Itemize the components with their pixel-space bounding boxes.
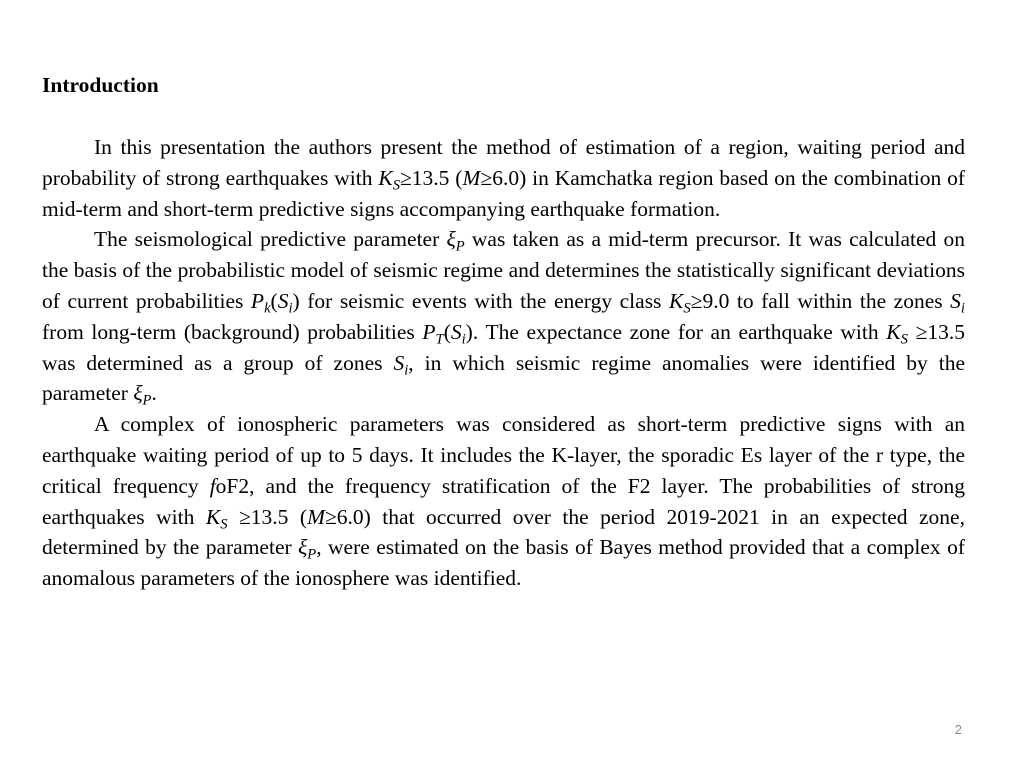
paragraph-introduction	[42, 132, 965, 224]
subscript-p: P	[142, 392, 152, 409]
text-run: ≥13.5 was determined as a group of zones	[42, 319, 965, 375]
text-run: (	[270, 288, 278, 313]
symbol-xi: ξ	[133, 381, 143, 406]
text-run: from long-term (background) probabilities	[42, 319, 423, 344]
text-run: A complex of ionospheric parameters was considered as short-term predictive signs with an earthquake waiting period of up to 5 days. It includes the K-layer, the sporadic Es layer of the r type, the critical frequency	[42, 412, 965, 498]
symbol-xi: ξ	[446, 227, 456, 252]
text-run: ≥13.5 (	[400, 165, 463, 190]
text-run: ≥9.0 to fall within the zones	[690, 288, 951, 313]
symbol-s: S	[277, 288, 289, 313]
text-run: ) for seismic events with the energy class	[292, 288, 669, 313]
subscript-s: S	[220, 515, 228, 532]
text-run: In this presentation the authors present the method of estimation of a region, waiting period and probability of strong earthquakes with	[42, 135, 965, 190]
symbol-f: f	[209, 473, 216, 498]
subscript-s: S	[900, 331, 908, 348]
slide-body-text	[42, 132, 965, 594]
text-run: ). The expectance zone for an earthquake with	[465, 319, 887, 344]
symbol-s: S	[950, 288, 961, 313]
subscript-i: i	[288, 300, 293, 317]
subscript-i: i	[404, 361, 409, 378]
symbol-p: P	[250, 288, 265, 313]
subscript-p: P	[307, 546, 317, 563]
text-run: , were estimated on the basis of Bayes method provided that a complex of anomalous parameters of the ionosphere was identified.	[42, 535, 965, 591]
text-run: .	[151, 381, 157, 406]
text-run: , in which seismic regime anomalies were identified by the parameter	[42, 350, 965, 406]
symbol-m: M	[307, 504, 325, 529]
symbol-k: K	[668, 288, 684, 313]
text-run: ≥6.0) that occurred over the period 2019-2021 in an expected zone, determined by the parameter	[42, 504, 965, 560]
subscript-p: P	[455, 238, 465, 255]
symbol-k: K	[205, 504, 221, 529]
page-number: 2	[954, 722, 962, 737]
symbol-m: M	[462, 165, 481, 190]
symbol-s: S	[393, 350, 405, 375]
text-run: oF2, and the frequency stratification of the F2 layer. The probabilities of strong earthquakes with	[42, 473, 965, 529]
symbol-k: K	[378, 165, 393, 190]
text-run: The seismological predictive parameter	[94, 227, 447, 252]
slide-heading: Introduction	[42, 73, 159, 97]
subscript-i: i	[461, 331, 466, 348]
text-run: was taken as a mid-term precursor. It was calculated on the basis of the probabilistic model of seismic regime and determines the statistically significant deviations of current probabilities	[42, 227, 965, 313]
subscript-s: S	[683, 300, 691, 317]
subscript-k: k	[264, 300, 271, 317]
text-run: ≥13.5 (	[227, 504, 308, 529]
text-run: (	[443, 319, 451, 344]
subscript-i: i	[960, 300, 965, 317]
paragraph-mid-term-precursor	[42, 224, 965, 409]
symbol-p: P	[422, 319, 436, 344]
text-run: ≥6.0) in Kamchatka region based on the combination of mid-term and short-term predictive signs accompanying earthquake formation.	[42, 165, 965, 221]
symbol-s: S	[450, 319, 462, 344]
symbol-k: K	[886, 319, 901, 344]
subscript-t: T	[435, 331, 444, 348]
subscript-s: S	[392, 177, 400, 194]
paragraph-short-term-signs	[42, 409, 965, 594]
symbol-xi: ξ	[298, 535, 308, 560]
